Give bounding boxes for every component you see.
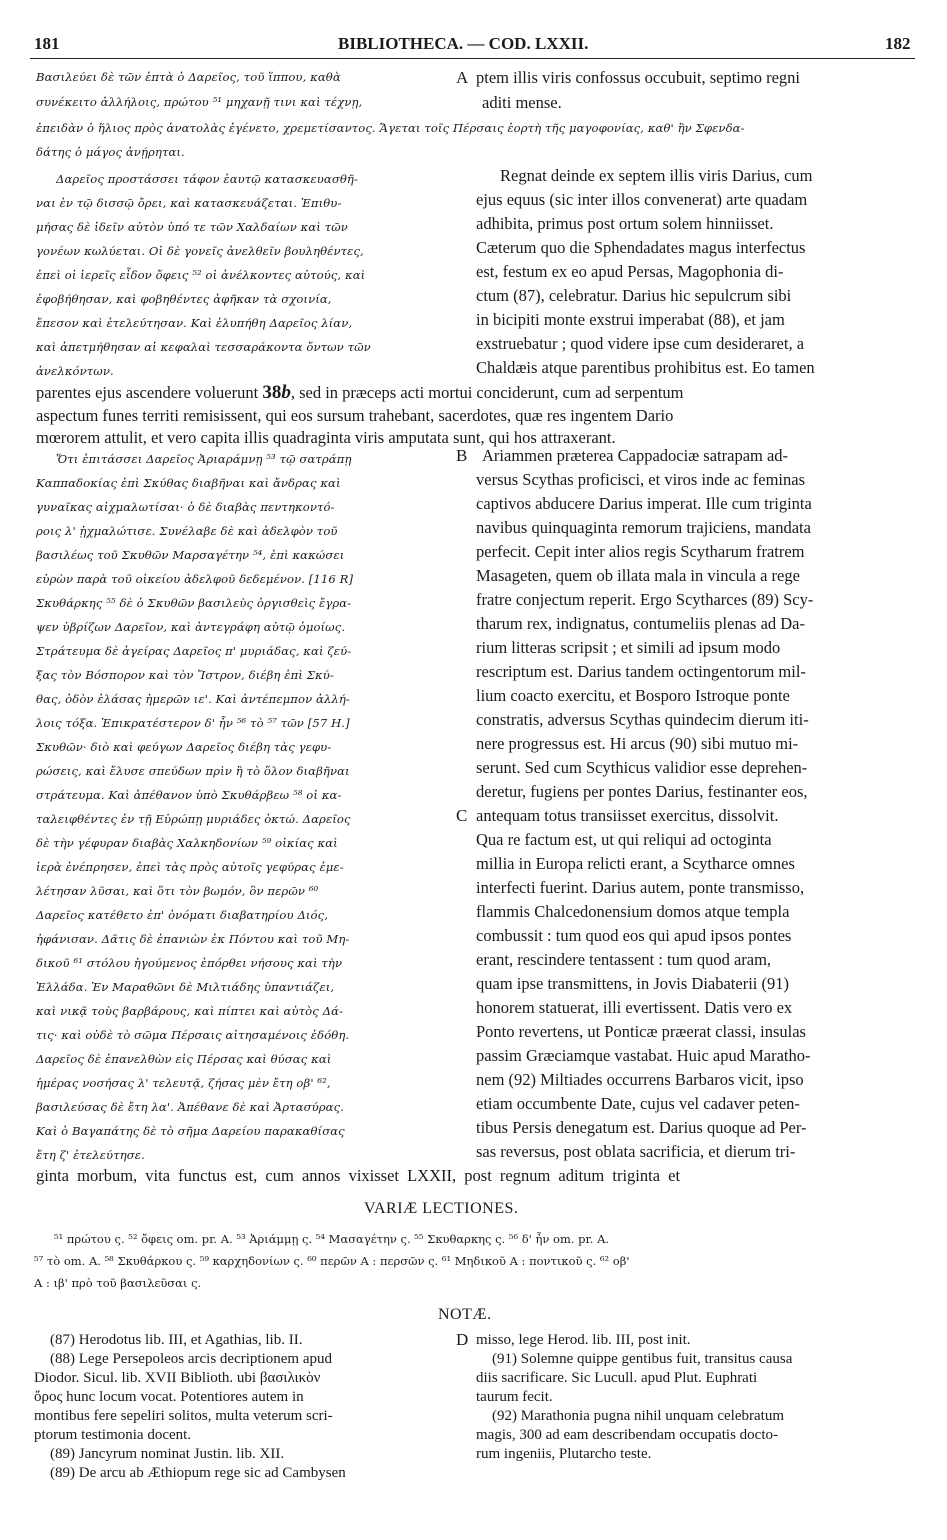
latin-line: tharum rex, indignatus, contumeliis plenas ad Da- (476, 614, 806, 633)
latin-line: Masageten, quem ob illata mala in vincula a rege (476, 566, 800, 585)
greek-line: δὲ τὴν γέφυραν διαβὰς Χαλκηδονίων ⁵⁹ οἰκίας καὶ (36, 836, 338, 850)
latin-line: nem (92) Miltiades occurrens Barbaros vicit, ipso (476, 1070, 804, 1089)
greek-line: Βασιλεύει δὲ τῶν ἑπτὰ ὁ Δαρεῖος, τοῦ ἵππου, καθὰ (36, 70, 341, 84)
latin-full-line: aspectum funes territi remisissent, qui eos sursum trahebant, sacerdotes, quæ res ingentem Dario (36, 406, 674, 425)
greek-line: τις· καὶ οὐδὲ τὸ σῶμα Πέρσαις αἰτησαμένοις ἐδόθη. (36, 1028, 350, 1042)
greek-line: ρώσεις, καὶ ἔλυσε σπεύδων πρὶν ἢ τὸ ὅλον διαβῆναι (36, 764, 350, 778)
greek-line: γυναῖκας αἰχμαλωτίσαι· ὁ δὲ διαβὰς πεντηκοντό- (36, 500, 335, 514)
greek-line: γονέων κωλύεται. Οἱ δὲ γονεῖς ἀνελθεῖν βουληθέντες, (36, 244, 364, 258)
greek-line: Δαρεῖος κατέθετο ἐπ' ὀνόματι διαβατηρίου Διός, (36, 908, 329, 922)
latin-line: navibus quinquaginta remorum trajiciens, mandata (476, 518, 811, 537)
greek-line: καὶ νικᾷ τοὺς βαρβάρους, καὶ πίπτει καὶ αὐτὸς Δά- (36, 1004, 344, 1018)
latin-line: Ariammen præterea Cappadociæ satrapam ad- (482, 446, 789, 465)
greek-line: μήσας δὲ ἰδεῖν αὐτὸν ὑπό τε τῶν Χαλδαίων καὶ τῶν (36, 220, 348, 234)
latin-line: Qua re factum est, ut qui reliqui ad octoginta (476, 830, 772, 849)
latin-line: exstruebatur ; quod videre ipse cum desideraret, a (476, 334, 805, 353)
greek-line: ἐπεὶ οἱ ἱερεῖς εἶδον ὄφεις ⁵² οἱ ἀνέλκοντες αὐτούς, καὶ (36, 268, 366, 282)
latin-line: nere progressus est. Hi arcus (90) sibi mutuo mi- (476, 734, 799, 753)
variant-line: ⁵¹ πρώτου ς. ⁵² ὄφεις om. pr. A. ⁵³ Ἀριάμμῃ ς. ⁵⁴ Μασαγέτην ς. ⁵⁵ Σκυθαρκης ς. ⁵⁶ δ' ἦν om. pr. A. (54, 1232, 610, 1246)
margin-letter-b: B (456, 446, 468, 465)
latin-line: rium litteras scripsit ; et simili ad ipsum modo (476, 638, 781, 657)
greek-line: Ὅτι ἐπιτάσσει Δαρεῖος Ἀριαράμνῃ ⁵³ τῷ σατράπῃ (56, 452, 352, 466)
latin-line: est, festum ex eo apud Persas, Magophonia di- (476, 262, 784, 281)
latin-line: constratis, adversus Scythas quindecim dierum iti- (476, 710, 809, 729)
latin-line: Chaldæis atque parentibus prohibitus est. Eo tamen (476, 358, 815, 377)
greek-line: βασιλεύσας δὲ ἔτη λα'. Ἀπέθανε δὲ καὶ Ἀρτασύρας. (36, 1100, 344, 1114)
greek-line: ἱερὰ ἐνέπρησεν, ἐπεὶ τὰς πρὸς αὐτοῖς γεφύρας ἐμε- (36, 860, 344, 874)
latin-line: etiam occumbente Date, cujus vel cadaver peten- (476, 1094, 800, 1113)
latin-line: Cæterum quo die Sphendadates magus interfectus (476, 238, 806, 257)
latin-line: ctum (87), celebratur. Darius hic sepulcrum sibi (476, 286, 792, 305)
note-line: ὄρος hunc locum vocat. Potentiores autem in (34, 1389, 304, 1405)
greek-line: ταλειφθέντες ἐν τῇ Εὐρώπῃ μυριάδες ὀκτώ. Δαρεῖος (36, 812, 351, 826)
latin-line: combussit : tum quod eos qui apud ipsos pontes (476, 926, 792, 945)
latin-line: captivos abducere Darius imperat. Ille cum triginta (476, 494, 812, 513)
latin-line: Ponto revertens, ut Ponticæ præerat classi, insulas (476, 1022, 806, 1041)
header-rule (30, 58, 915, 59)
notae-heading: NOTÆ. (438, 1306, 492, 1323)
margin-letter-a: A (456, 68, 469, 87)
latin-line: lium coacto exercitu, et Bosporo Istroque ponte (476, 686, 790, 705)
latin-text: , sed in præceps acti mortui conciderunt, cum ad serpentum (290, 383, 684, 402)
greek-line: θας, ὁδὸν ἐλάσας ἡμερῶν ιε'. Καὶ ἀντέπεμπον ἀλλή- (36, 692, 350, 706)
note-line: Diodor. Sicul. lib. XVII Biblioth. ubi βασιλικὸν (34, 1370, 321, 1386)
note-line: (89) Jancyrum nominat Justin. lib. XII. (50, 1446, 285, 1462)
note-line: rum ingeniis, Plutarcho teste. (476, 1446, 652, 1462)
note-line: ptorum testimonia docent. (34, 1427, 192, 1443)
latin-line: adhibita, primus post ortum solem hinniisset. (476, 214, 774, 233)
greek-line: Σκυθάρκης ⁵⁵ δὲ ὁ Σκυθῶν βασιλεὺς ὀργισθεὶς ἔγρα- (36, 596, 352, 610)
note-line: (91) Solemne quippe gentibus fuit, transitus causa (492, 1351, 793, 1367)
greek-line: ἀνελκόντων. (36, 364, 114, 378)
right-page-number: 182 (885, 34, 911, 53)
column-marker-number: 38 (262, 382, 282, 403)
latin-full-line (36, 382, 684, 404)
latin-full-line: ginta morbum, vita functus est, cum annos vixisset LXXII, post regnum aditum triginta et (36, 1166, 681, 1185)
latin-line: rescriptum est. Darius tandem octingentorum mil- (476, 662, 806, 681)
note-line: (87) Herodotus lib. III, et Agathias, lib. II. (50, 1332, 303, 1348)
note-line: (88) Lege Persepoleos arcis decriptionem apud (50, 1351, 332, 1367)
greek-line: εὑρὼν παρὰ τοῦ οἰκείου ἀδελφοῦ δεδεμένον. [116 R] (36, 572, 354, 586)
greek-line: λέτησαν λῦσαι, καὶ ὅτι τὸν βωμόν, ὃν περῶν ⁶⁰ (36, 884, 319, 898)
margin-letter-c: C (456, 806, 468, 825)
variant-line: A : ιβ' πρὸ τοῦ βασιλεῦσαι ς. (34, 1276, 202, 1290)
note-line: misso, lege Herod. lib. III, post init. (476, 1332, 691, 1348)
latin-line: erant, rescindere tentassent : tum quod aram, (476, 950, 772, 969)
latin-line: honorem statuerat, illi evertissent. Datis vero ex (476, 998, 793, 1017)
latin-line: interfecti fuerint. Darius autem, ponte transmisso, (476, 878, 805, 897)
note-line: montibus fere sepeliri solitos, multa veterum scri- (34, 1408, 333, 1424)
latin-line: aditi mense. (482, 93, 562, 112)
latin-line: ejus equus (sic inter illos convenerat) arte quadam (476, 190, 808, 209)
latin-line: antequam totus transiisset exercitus, dissolvit. (476, 806, 779, 825)
greek-line: Στράτευμα δὲ ἀγείρας Δαρεῖος π' μυριάδας, καὶ ζεύ- (36, 644, 352, 658)
greek-line: Δαρεῖος προστάσσει τάφον ἑαυτῷ κατασκευασθῆ- (56, 172, 358, 186)
note-line: (89) De arcu ab Æthiopum rege sic ad Cambysen (50, 1465, 346, 1481)
note-line: taurum fecit. (476, 1389, 553, 1405)
latin-line: versus Scythas proficisci, et viros inde ac feminas (476, 470, 805, 489)
greek-line: ξας τὸν Βόσπορον καὶ τὸν Ἴστρον, διέβη ἐπὶ Σκύ- (36, 668, 334, 682)
variae-heading: VARIÆ LECTIONES. (364, 1200, 519, 1217)
latin-line: deretur, fugiens per pontes Darius, festinanter eos, (476, 782, 808, 801)
greek-line: ἠφάνισαν. Δᾶτις δὲ ἐπανιὼν ἐκ Πόντου καὶ τοῦ Μη- (36, 932, 350, 946)
latin-line: serunt. Sed cum Scythicus validior esse deprehen- (476, 758, 808, 777)
greek-line: Καὶ ὁ Βαγαπάτης δὲ τὸ σῆμα Δαρείου παρακαθίσας (36, 1124, 345, 1138)
latin-line: sas reversus, post oblata sacrificia, et dierum tri- (476, 1142, 796, 1161)
greek-line: δάτης ὁ μάγος ἀνῄρηται. (36, 145, 185, 159)
margin-letter-d: D (456, 1330, 469, 1349)
latin-line: perfecit. Cepit inter alios regis Scytharum fratrem (476, 542, 805, 561)
greek-line: Ἑλλάδα. Ἐν Μαραθῶνι δὲ Μιλτιάδης ὑπαντιάζει, (36, 980, 335, 994)
greek-line: Σκυθῶν· διὸ καὶ φεύγων Δαρεῖος διέβη τὰς γεφυ- (36, 740, 332, 754)
column-marker-suffix: b (281, 382, 291, 403)
greek-line: στράτευμα. Καὶ ἀπέθανον ὑπὸ Σκυθάρβεω ⁵⁸ οἱ κα- (36, 788, 342, 802)
latin-line: Regnat deinde ex septem illis viris Darius, cum (500, 166, 813, 185)
greek-line: συνέκειτο ἀλλήλοις, πρώτου ⁵¹ μηχανῇ τινι καὶ τέχνῃ, (36, 95, 363, 109)
latin-line: tibus Persis denegatum est. Darius quoque ad Per- (476, 1118, 807, 1137)
left-page-number: 181 (34, 34, 60, 53)
latin-line: quam ipse transmittens, in Jovis Diabaterii (91) (476, 974, 789, 993)
greek-line: καὶ ἀπετμήθησαν αἱ κεφαλαὶ τεσσαράκοντα ὄντων τῶν (36, 340, 371, 354)
greek-line: Δαρεῖος δὲ ἐπανελθὼν εἰς Πέρσας καὶ θύσας καὶ (36, 1052, 332, 1066)
greek-line: ἔπεσον καὶ ἐτελεύτησαν. Καὶ ἐλυπήθη Δαρεῖος λίαν, (36, 316, 353, 330)
variant-line: ⁵⁷ τὸ om. A. ⁵⁸ Σκυθάρκου ς. ⁵⁹ καρχηδονίων ς. ⁶⁰ περῶν A : περσῶν ς. ⁶¹ Μηδικοῦ A : ποντικοῦ ς. ⁶² οβ' (34, 1254, 630, 1268)
column-marker (262, 382, 291, 403)
latin-line: flammis Chalcedonensium domos atque templa (476, 902, 790, 921)
latin-line: in bicipiti monte exstrui imperabat (88), et jam (476, 310, 785, 329)
greek-line: ἔτη ζ' ἐτελεύτησε. (36, 1148, 145, 1162)
greek-line: ἡμέρας νοσήσας λ' τελευτᾷ, ζήσας μὲν ἔτη οβ' ⁶², (36, 1076, 331, 1090)
note-line: (92) Marathonia pugna nihil unquam celebratum (492, 1408, 784, 1424)
greek-line: Καππαδοκίας ἐπὶ Σκύθας διαβῆναι καὶ ἄνδρας καὶ (36, 476, 341, 490)
greek-line: ροις λ' ᾐχμαλώτισε. Συνέλαβε δὲ καὶ ἀδελφὸν τοῦ (36, 524, 338, 538)
latin-line: ptem illis viris confossus occubuit, septimo regni (476, 68, 801, 87)
greek-line: ἐπειδὰν ὁ ἥλιος πρὸς ἀνατολὰς ἐγένετο, χρεμετίσαντος. Ἄγεται τοῖς Πέρσαις ἑορτὴ τῆς μαγοφονίας, καθ' ἣν Σφενδα- (36, 121, 745, 135)
latin-line: fratre conjectum reperit. Ergo Scytharces (89) Scy- (476, 590, 814, 609)
note-line: magis, 300 ad eam describendam occupatis docto- (476, 1427, 778, 1443)
greek-line: λοις τόξα. Ἐπικρατέστερον δ' ἦν ⁵⁶ τὸ ⁵⁷ τῶν [57 H.] (36, 716, 350, 730)
latin-line: millia in Europa relicti erant, a Scytharce omnes (476, 854, 795, 873)
latin-line: passim Græciamque vastabat. Huic apud Maratho- (476, 1046, 811, 1065)
latin-text: parentes ejus ascendere voluerunt (36, 383, 263, 402)
greek-line: βασιλέως τοῦ Σκυθῶν Μαρσαγέτην ⁵⁴, ἐπὶ κακώσει (36, 548, 345, 562)
running-title: BIBLIOTHECA. — COD. LXXII. (338, 34, 589, 53)
greek-line: ἐφοβήθησαν, καὶ φοβηθέντες ἀφῆκαν τὰ σχοινία, (36, 292, 332, 306)
greek-line: δικοῦ ⁶¹ στόλου ἡγούμενος ἐπόρθει νήσους καὶ τὴν (36, 956, 343, 970)
latin-full-line: mœrorem attulit, et vero capita illis quadraginta viris amputata sunt, qui hos attraxerant. (36, 428, 616, 447)
greek-line: ψεν ὑβρίζων Δαρεῖον, καὶ ἀντεγράφη αὐτῷ ὁμοίως. (36, 620, 346, 634)
greek-line: ναι ἐν τῷ δισσῷ ὄρει, καὶ κατασκευάζεται. Ἐπιθυ- (36, 196, 342, 210)
note-line: diis sacrificare. Sic Lucull. apud Plut. Euphrati (476, 1370, 758, 1386)
